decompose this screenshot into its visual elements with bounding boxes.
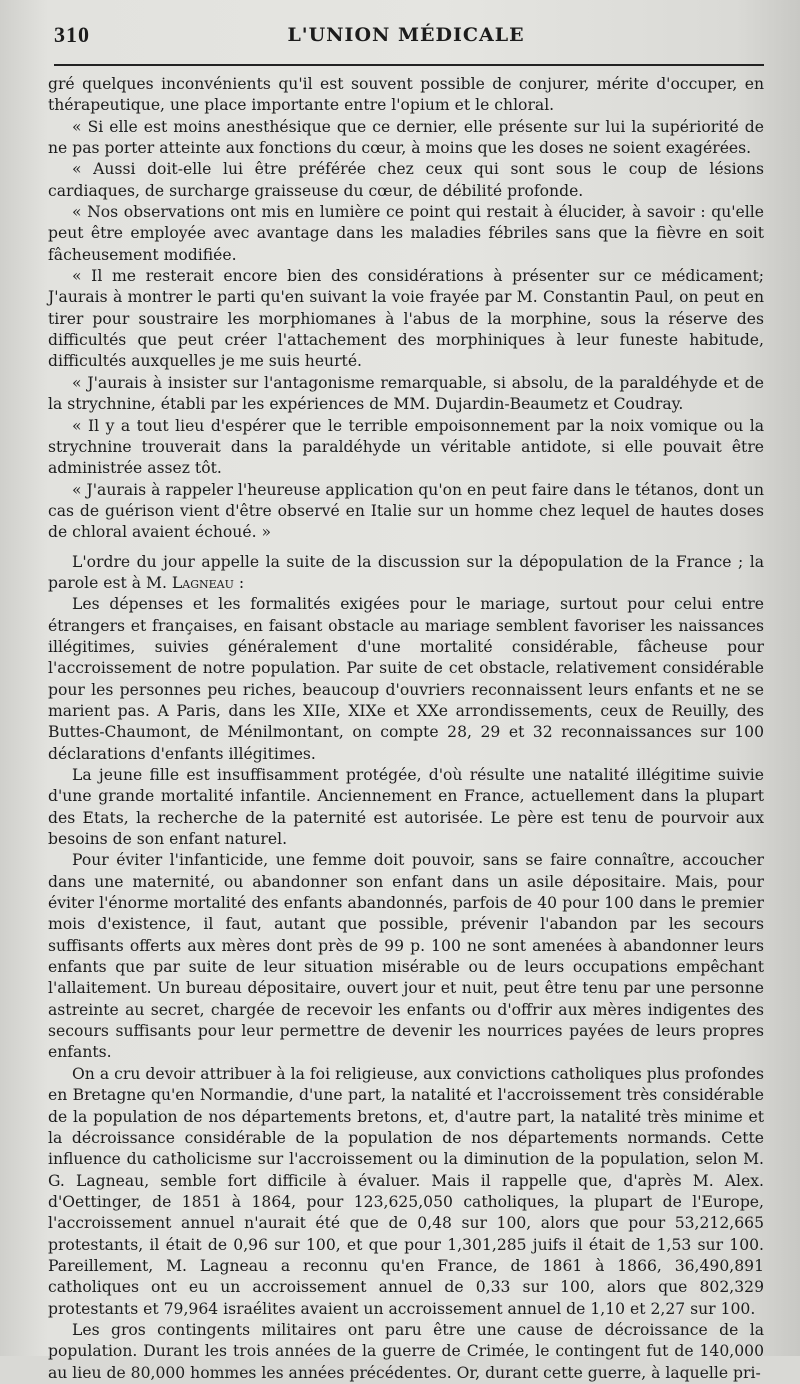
paragraph: Les dépenses et les formalités exigées pour le mariage, surtout pour celui entre étrangers et françaises, en faisant obstacle au mariage semblent favoriser les naissances illégitimes, suivies généralement d'une mortalité considérable, fâcheuse pour l'accroissement de notre population. Par suite de cet obstacle, relativement considérable pour les personnes peu riches, beaucoup d'ouvriers reconnaissent leurs enfants et ne se marient pas. A Paris, dans les XIIe, XIXe et XXe arrondissements, ceux de Reuilly, des Buttes-Chaumont, de Ménilmontant, on compte 28, 29 et 32 reconnaissances sur 100 déclarations d'enfants illégitimes. bbox=[48, 595, 764, 763]
paragraph: « Il y a tout lieu d'espérer que le terrible empoisonnement par la noix vomique ou la strychnine trouverait dans la paraldéhyde un véritable antidote, si elle pouvait être administrée assez tôt. bbox=[48, 416, 764, 478]
paragraph: « J'aurais à insister sur l'antagonisme remarquable, si absolu, de la paraldéhyde et de la strychnine, établi par les expériences de MM. Dujardin-Beaumetz et Coudray. bbox=[48, 373, 764, 414]
paragraph: « J'aurais à rappeler l'heureuse application qu'on en peut faire dans le tétanos, dont un cas de guérison vient d'être observé en Italie sur un homme chez lequel de hautes doses de chloral avaient échoué. » bbox=[48, 480, 764, 542]
article-body bbox=[48, 74, 764, 1384]
agenda-intro-colon: : bbox=[233, 573, 245, 592]
paragraph: « Il me resterait encore bien des considérations à présenter sur ce médicament; J'aurais à montrer le parti qu'en suivant la voie frayée par M. Constantin Paul, on peut en tirer pour soustraire les morphiomanes à l'abus de la morphine, sous la réserve des difficultés que peut créer l'attachement des morphiniques à leur funeste habitude, difficultés auxquelles je me suis heurté. bbox=[48, 267, 764, 371]
header-rule bbox=[54, 64, 764, 66]
agenda-intro bbox=[48, 552, 764, 595]
paragraph: « Nos observations ont mis en lumière ce point qui restait à élucider, à savoir : qu'elle peut être employée avec avantage dans les maladies fébriles sans que la fièvre en soit fâcheusement modifiée. bbox=[48, 203, 764, 264]
page-header bbox=[48, 20, 764, 50]
running-title: L'UNION MÉDICALE bbox=[287, 24, 525, 46]
paragraph: On a cru devoir attribuer à la foi religieuse, aux convictions catholiques plus profondes en Bretagne qu'en Normandie, d'une part, la natalité et l'accroissement très considérable de la population de nos départements bretons, et, d'autre part, la natalité très minime et la décroissance considérable de la population de nos départements normands. Cette influence du catholicisme sur l'accroissement ou la diminution de la population, selon M. G. Lagneau, semble fort difficile à évaluer. Mais il rappelle que, d'après M. Alex. d'Oettinger, de 1851 à 1864, pour 123,625,050 catholiques, la plupart de l'Europe, l'accroissement annuel n'aurait été que de 0,48 sur 100, alors que pour 53,212,665 protestants, il était de 0,96 sur 100, et que pour 1,301,285 juifs il était de 1,53 sur 100. Pareillement, M. Lagneau a reconnu qu'en France, de 1861 à 1866, 36,490,891 catholiques ont eu un accroissement annuel de 0,33 sur 100, alors que 802,329 protestants et 79,964 israélites avaient un accroissement annuel de 1,10 et 2,27 sur 100. bbox=[48, 1064, 764, 1318]
paragraph: La jeune fille est insuffisamment protégée, d'où résulte une natalité illégitime suivie d'une grande mortalité infantile. Anciennement en France, actuellement dans la plupart des Etats, la recherche de la paternité est autorisée. Le père est tenu de pourvoir aux besoins de son enfant naturel. bbox=[48, 766, 764, 849]
page-number: 310 bbox=[54, 22, 90, 47]
paragraph: « Aussi doit-elle lui être préférée chez ceux qui sont sous le coup de lésions cardiaques, de surcharge graisseuse du cœur, de débilité profonde. bbox=[48, 160, 764, 200]
paragraph: gré quelques inconvénients qu'il est souvent possible de conjurer, mérite d'occuper, en thérapeutique, une place importante entre l'opium et le chloral. bbox=[48, 75, 764, 115]
paragraph: « Si elle est moins anesthésique que ce dernier, elle présente sur lui la supériorité de ne pas porter atteinte aux fonctions du cœur, à moins que les doses ne soient exagérées. bbox=[48, 117, 764, 158]
speaker-name: Lagneau bbox=[171, 573, 234, 592]
agenda-intro-text: L'ordre du jour appelle la suite de la discussion sur la dépopulation de la France ; la parole est à M. bbox=[48, 552, 764, 592]
paragraph: Les gros contingents militaires ont paru être une cause de décroissance de la population. Durant les trois années de la guerre de Crimée, le contingent fut de 140,000 au lieu de 80,000 hommes les années précédentes. Or, durant cette guerre, à laquelle pri- bbox=[48, 1320, 764, 1382]
paragraph: Pour éviter l'infanticide, une femme doit pouvoir, sans se faire connaître, accoucher dans une maternité, ou abandonner son enfant dans un asile dépositaire. Mais, pour éviter l'énorme mortalité des enfants abandonnés, parfois de 40 pour 100 dans le premier mois d'existence, il faut, autant que possible, prévenir l'abandon par les secours suffisants offerts aux mères dont près de 99 p. 100 ne sont amenées à abandonner leurs enfants que par suite de leur situation misérable ou de leurs occupations empêchant l'allaitement. Un bureau dépositaire, ouvert jour et nuit, peut être tenu par une personne astreinte au secret, chargée de recevoir les enfants ou d'offrir aux mères indigentes des secours suffisants pour leur permettre de devenir les nourrices payées de leurs propres enfants. bbox=[48, 851, 764, 1062]
